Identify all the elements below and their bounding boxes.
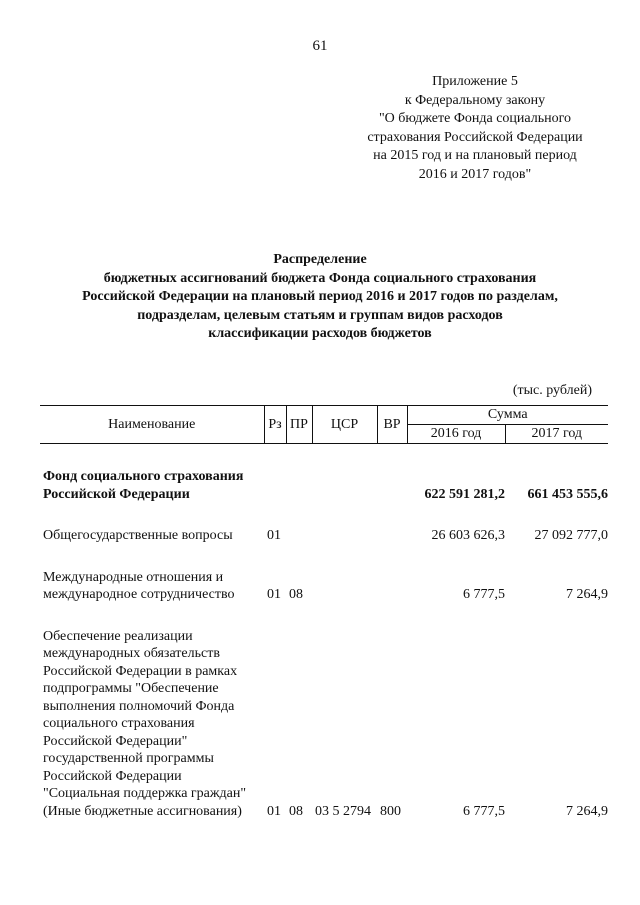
row-name-line: международных обязательств [43,646,220,661]
row-csr [312,468,377,503]
appendix-block [330,73,620,184]
title-line: бюджетных ассигнований бюджета Фонда социального страхования [103,270,537,286]
table-header-row [40,406,608,425]
row-name-line: социального страхования [43,716,195,731]
table-row [40,628,608,821]
row-2016: 6 777,5 [463,803,505,819]
row-spacer [40,503,608,527]
table-row [40,569,608,604]
appendix-line: на 2015 год и на плановый период [373,148,577,163]
title-line: Распределение [273,252,367,267]
row-name [40,628,264,821]
row-name-line: "Социальная поддержка граждан" [43,786,247,801]
row-name [40,569,264,604]
row-2017: 7 264,9 [566,803,608,819]
budget-table [40,405,608,820]
row-name-line: Российской Федерации в рамках [43,663,238,679]
row-2017: 661 453 555,6 [527,486,608,502]
header-rz: Рз [264,406,286,444]
row-spacer-cell [40,604,608,628]
appendix-line: страхования Российской Федерации [367,129,583,145]
row-name [40,468,264,503]
units-label: (тыс. рублей) [512,383,592,398]
row-name-line: подпрограммы "Обеспечение [43,681,219,696]
table-body [40,444,608,821]
title-line: Российской Федерации на плановый период 2016 и 2017 годов по разделам, [82,289,558,304]
row-pr [286,527,312,545]
title-line: подразделам, целевым статьям и группам видов расходов [137,307,503,323]
table-row [40,527,608,545]
row-2017: 27 092 777,0 [534,528,608,543]
header-name: Наименование [40,406,264,444]
row-name-line: Обеспечение реализации [43,628,193,644]
row-rz: 01 [267,528,281,543]
document-title [40,251,600,344]
row-pr: 08 [289,803,303,819]
row-name-line: государственной программы [43,751,214,766]
row-name-line: Российской Федерации [43,486,190,502]
page-number: 61 [312,38,328,54]
row-spacer-cell [40,545,608,569]
row-vr [377,569,407,604]
row-rz: 01 [267,587,281,602]
row-name-line: международное сотрудничество [43,587,235,602]
header-vr: ВР [377,406,407,444]
row-name-line: Международные отношения и [43,569,224,585]
row-spacer [40,545,608,569]
header-pr: ПР [286,406,312,444]
appendix-line: 2016 и 2017 годов" [418,166,532,182]
header-year-2017: 2017 год [505,425,608,444]
table-row [40,468,608,503]
title-line: классификации расходов бюджетов [208,326,432,341]
row-2016: 26 603 626,3 [431,528,505,543]
row-spacer-cell [40,444,608,469]
row-vr: 800 [380,803,401,819]
row-name [40,527,264,545]
row-rz: 01 [267,803,281,819]
header-year-2016: 2016 год [407,425,505,444]
row-2016: 622 591 281,2 [424,486,505,502]
row-name-line: Российской Федерации" [43,733,188,749]
row-pr [286,468,312,503]
row-name-line: выполнения полномочий Фонда [43,698,235,714]
row-name-line: (Иные бюджетные ассигнования) [43,803,242,819]
appendix-line: к Федеральному закону [404,92,546,108]
row-vr [377,468,407,503]
row-csr [312,527,377,545]
row-csr: 03 5 2794 [315,803,371,819]
appendix-line: Приложение 5 [432,74,518,89]
row-name-line: Фонд социального страхования [43,469,244,484]
appendix-line: "О бюджете Фонда социального [378,111,572,126]
row-name-line: Общегосударственные вопросы [43,528,233,543]
row-rz [264,468,286,503]
row-spacer [40,604,608,628]
row-name-line: Российской Федерации [43,768,182,784]
header-csr: ЦСР [312,406,377,444]
header-sum: Сумма [407,406,608,425]
row-2016: 6 777,5 [463,587,505,602]
row-spacer [40,444,608,469]
row-pr: 08 [289,587,303,602]
row-spacer-cell [40,503,608,527]
row-csr [312,569,377,604]
row-vr [377,527,407,545]
row-2017: 7 264,9 [566,587,608,602]
